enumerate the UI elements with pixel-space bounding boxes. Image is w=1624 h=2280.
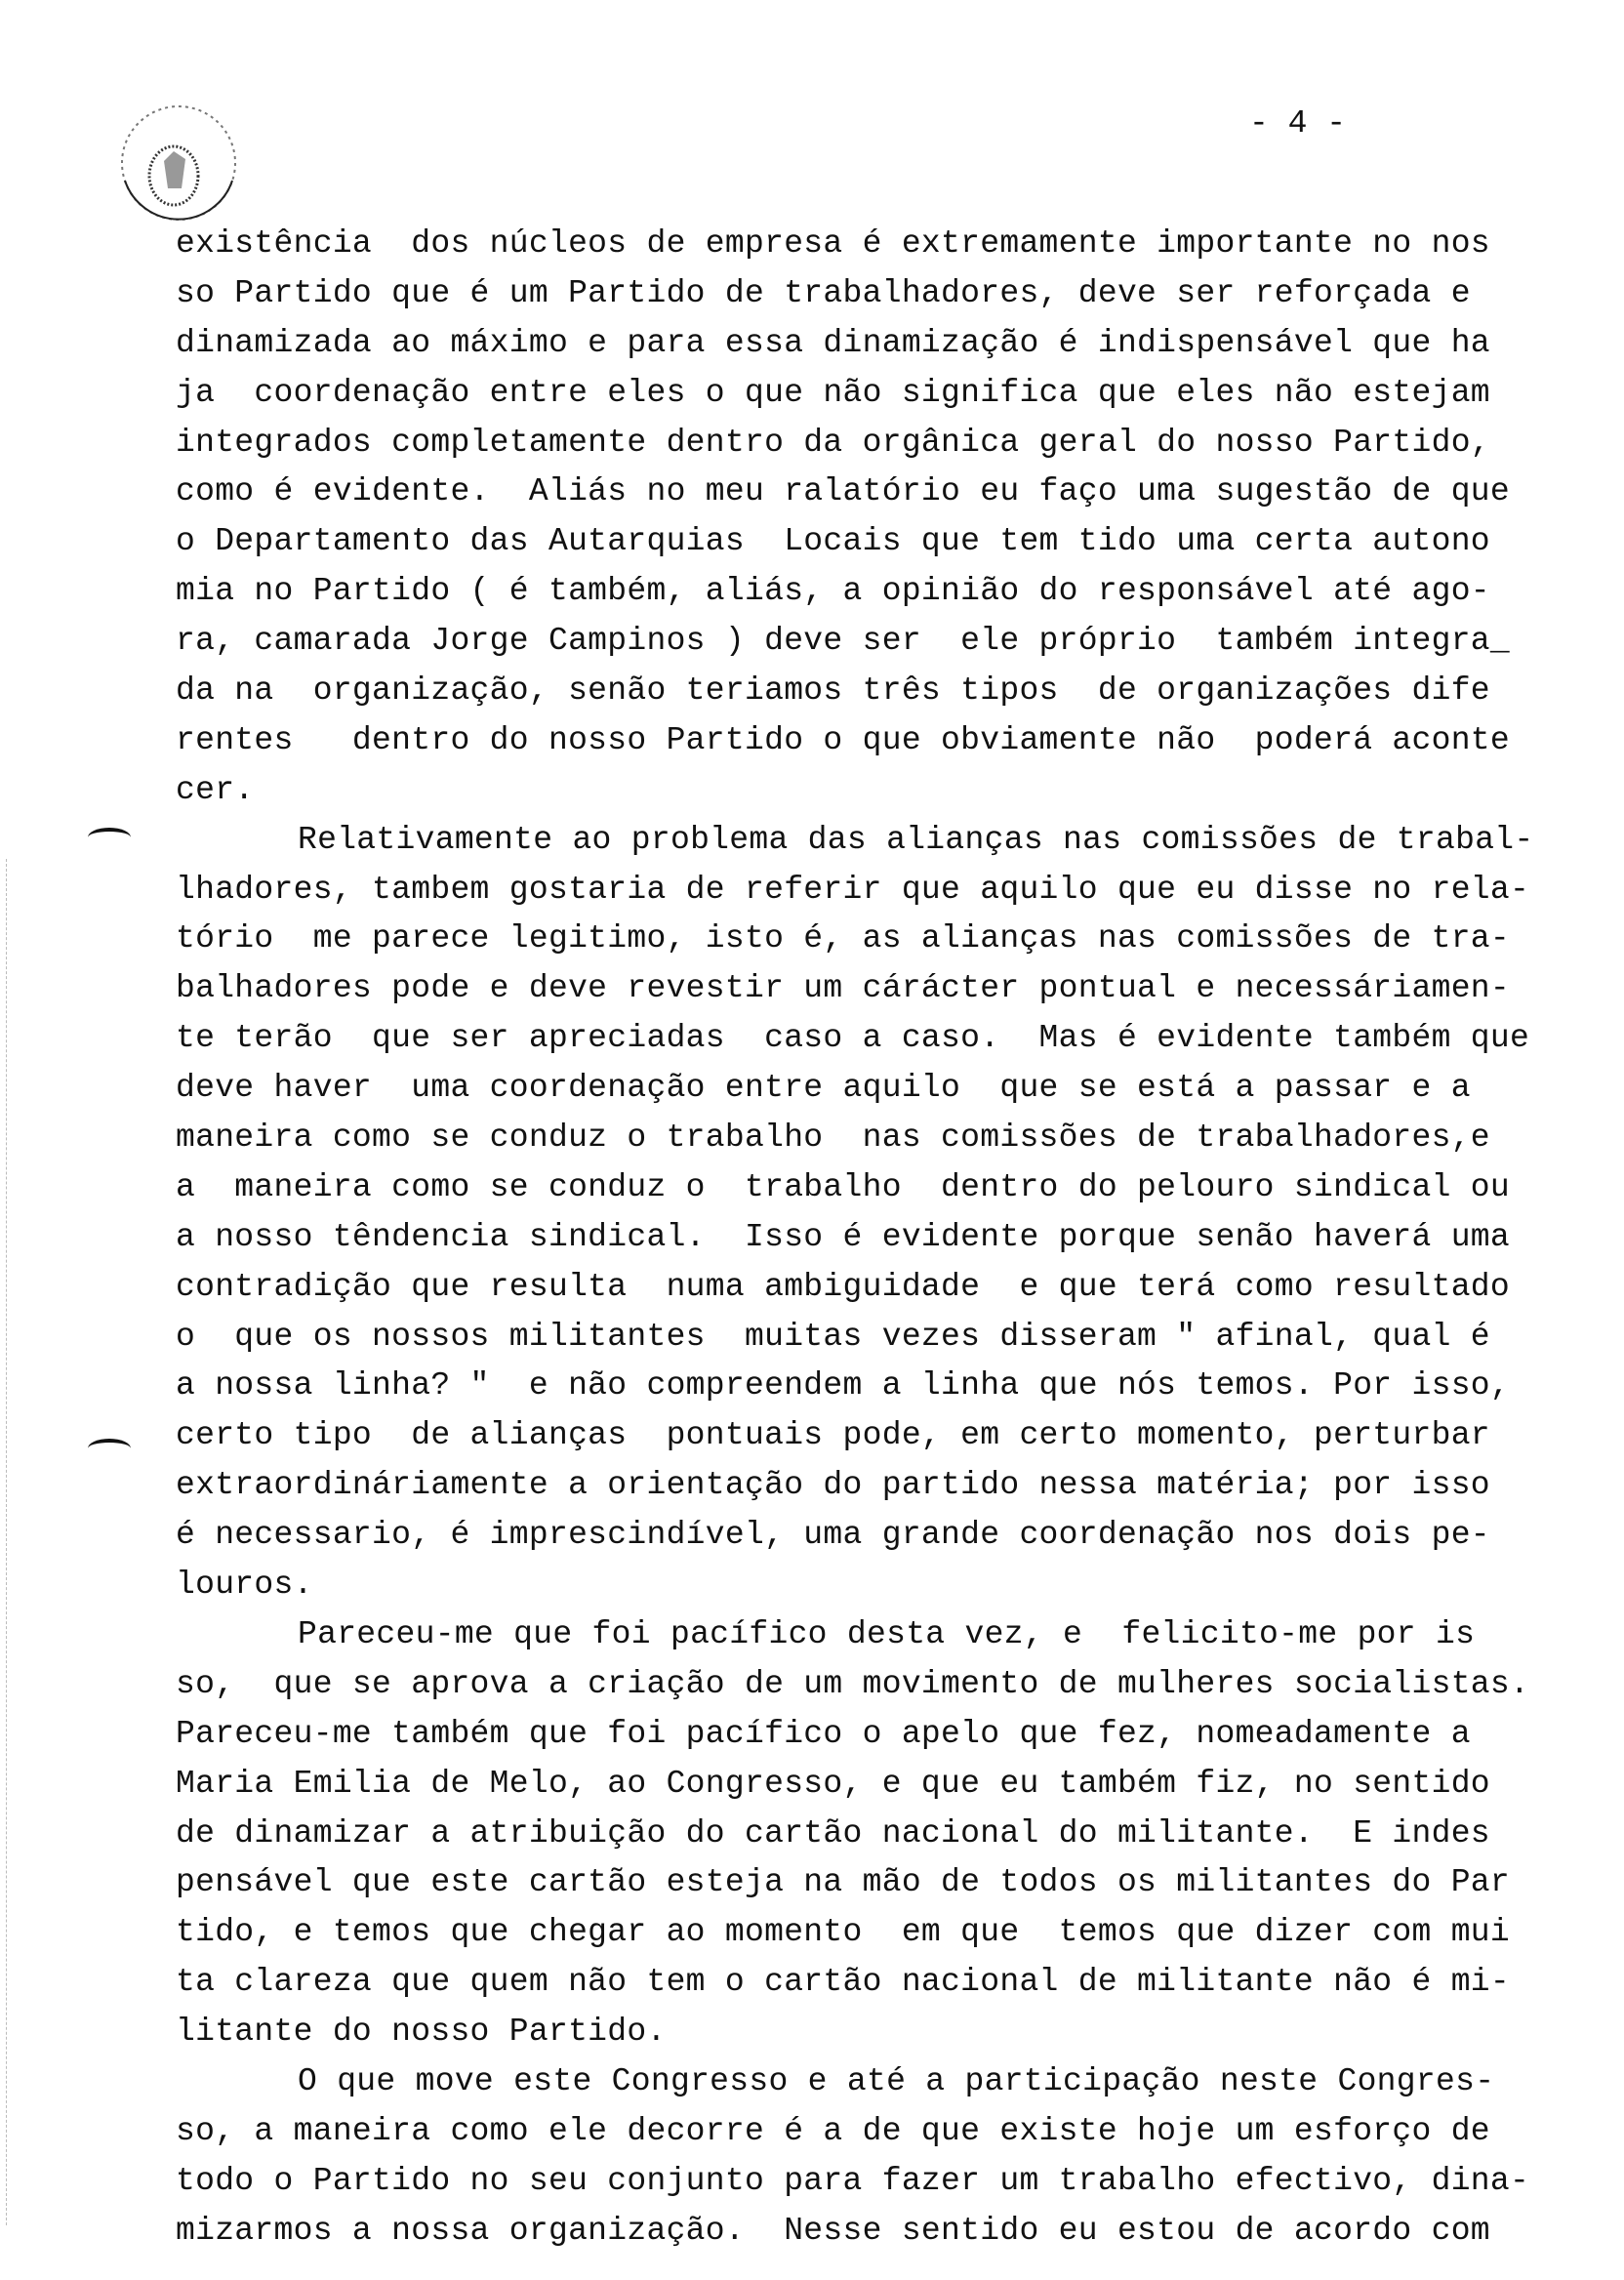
- text-line: tido, e temos que chegar ao momento em que temos que dizer com mui: [176, 1914, 1511, 1951]
- text-line: te terão que ser apreciadas caso a caso. Mas é evidente também que: [176, 1020, 1530, 1057]
- text-line: a nosso têndencia sindical. Isso é evidente porque senão haverá uma: [176, 1218, 1511, 1255]
- text-line: Pareceu-me também que foi pacífico o apelo que fez, nomeadamente a: [176, 1715, 1471, 1752]
- paragraph: [176, 1610, 1534, 2057]
- text-line: cer.: [176, 771, 255, 808]
- text-line: pensável que este cartão esteja na mão de todos os militantes do Par: [176, 1864, 1511, 1901]
- text-line: litante do nosso Partido.: [176, 2014, 667, 2051]
- text-line: existência dos núcleos de empresa é extremamente importante no nos: [176, 225, 1490, 262]
- paragraph: [176, 220, 1534, 816]
- text-line: O que move este Congresso e até a participação neste Congres-: [298, 2062, 1495, 2099]
- text-line: contradição que resulta numa ambiguidade e que terá como resultado: [176, 1268, 1511, 1305]
- text-line: so, a maneira como ele decorre é a de que existe hoje um esforço de: [176, 2112, 1490, 2149]
- text-line: rentes dentro do nosso Partido o que obviamente não poderá aconte: [176, 721, 1511, 758]
- text-line: Pareceu-me que foi pacífico desta vez, e felicito-me por is: [298, 1615, 1476, 1652]
- document-body: [176, 220, 1534, 2257]
- text-line: so, que se aprova a criação de um movimento de mulheres socialistas.: [176, 1665, 1530, 1702]
- paragraph: [176, 2057, 1534, 2257]
- margin-annotation-mark: [88, 828, 131, 847]
- margin-rule: [6, 859, 7, 2225]
- text-line: todo o Partido no seu conjunto para fazer um trabalho efectivo, dina-: [176, 2162, 1530, 2199]
- text-line: ra, camarada Jorge Campinos ) deve ser ele próprio também integra_: [176, 623, 1511, 660]
- margin-annotation-mark: [88, 1439, 131, 1458]
- text-line: mizarmos a nossa organização. Nesse sentido eu estou de acordo com: [176, 2212, 1490, 2249]
- text-line: so Partido que é um Partido de trabalhadores, deve ser reforçada e: [176, 274, 1471, 311]
- text-line: como é evidente. Aliás no meu ralatório eu faço uma sugestão de que: [176, 473, 1511, 510]
- text-line: deve haver uma coordenação entre aquilo que se está a passar e a: [176, 1070, 1471, 1107]
- text-line: extraordináriamente a orientação do partido nessa matéria; por isso: [176, 1467, 1490, 1504]
- text-line: Relativamente ao problema das alianças nas comissões de trabal-: [298, 821, 1534, 858]
- text-line: Maria Emilia de Melo, ao Congresso, e que eu também fiz, no sentido: [176, 1765, 1490, 1802]
- text-line: certo tipo de alianças pontuais pode, em certo momento, perturbar: [176, 1417, 1490, 1454]
- text-line: mia no Partido ( é também, aliás, a opinião do responsável até ago-: [176, 573, 1490, 610]
- seal-icon: [105, 93, 252, 239]
- page-number: - 4 -: [1249, 105, 1347, 142]
- text-line: maneira como se conduz o trabalho nas comissões de trabalhadores,e: [176, 1120, 1490, 1157]
- text-line: ta clareza que quem não tem o cartão nacional de militante não é mi-: [176, 1964, 1511, 2001]
- text-line: o que os nossos militantes muitas vezes disseram " afinal, qual é: [176, 1318, 1490, 1355]
- text-line: lhadores, tambem gostaria de referir que aquilo que eu disse no rela-: [176, 871, 1530, 908]
- text-line: balhadores pode e deve revestir um cárácter pontual e necessáriamen-: [176, 970, 1511, 1007]
- text-line: ja coordenação entre eles o que não significa que eles não estejam: [176, 374, 1490, 411]
- text-line: é necessario, é imprescindível, uma grande coordenação nos dois pe-: [176, 1517, 1490, 1554]
- text-line: da na organização, senão teriamos três tipos de organizações dife: [176, 672, 1490, 710]
- text-line: louros.: [176, 1567, 313, 1604]
- text-line: a maneira como se conduz o trabalho dentro do pelouro sindical ou: [176, 1168, 1511, 1205]
- text-line: integrados completamente dentro da orgânica geral do nosso Partido,: [176, 424, 1490, 461]
- text-line: dinamizada ao máximo e para essa dinamização é indispensável que ha: [176, 324, 1490, 361]
- paragraph: [176, 816, 1534, 1610]
- text-line: tório me parece legitimo, isto é, as alianças nas comissões de tra-: [176, 920, 1511, 957]
- text-line: a nossa linha? " e não compreendem a linha que nós temos. Por isso,: [176, 1367, 1511, 1405]
- text-line: o Departamento das Autarquias Locais que tem tido uma certa autono: [176, 523, 1490, 560]
- text-line: de dinamizar a atribuição do cartão nacional do militante. E indes: [176, 1814, 1490, 1852]
